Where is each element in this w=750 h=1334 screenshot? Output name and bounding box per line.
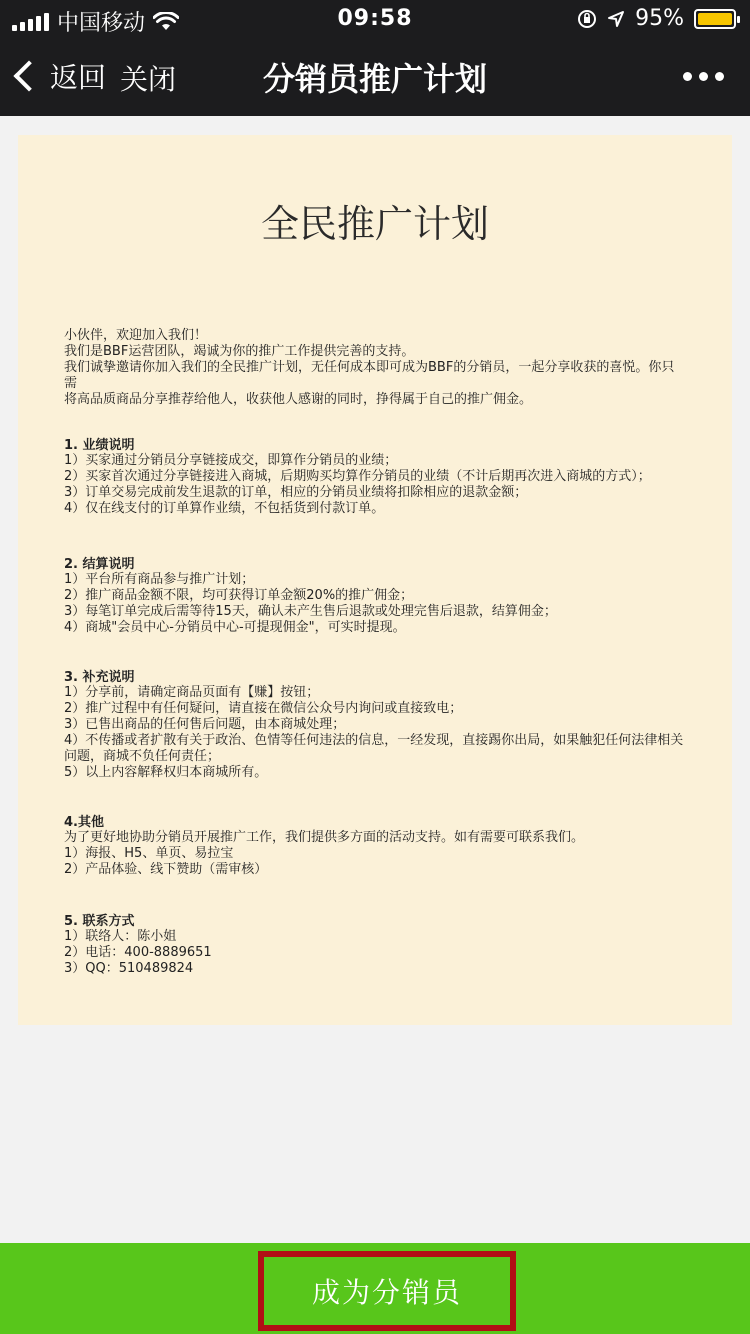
close-button[interactable]: 关闭 bbox=[120, 63, 177, 96]
section-title: 4.其他 bbox=[64, 815, 104, 830]
top-bar bbox=[0, 0, 750, 116]
section-settlement bbox=[64, 553, 686, 636]
status-right bbox=[577, 6, 736, 31]
section-title: 2. 结算说明 bbox=[64, 557, 135, 572]
section-line: 1）分享前，请确定商品页面有【赚】按钮； bbox=[64, 685, 320, 700]
section-line: 4）不传播或者扩散有关于政治、色情等任何违法的信息，一经发现，直接踢你出局，如果触犯任何法律相关 bbox=[64, 733, 684, 748]
section-line: 3）已售出商品的任何售后问题，由本商城处理； bbox=[64, 717, 346, 732]
section-line: 2）买家首次通过分享链接进入商城，后期购买均算作分销员的业绩（不计后期再次进入商城的方式）； bbox=[64, 469, 651, 484]
nav-bar bbox=[0, 38, 750, 116]
poster-intro-2a: 我们诚挚邀请你加入我们的全民推广计划，无任何成本即可成为BBF的分销员，一起分享收获的喜悦。你只需 bbox=[64, 360, 675, 391]
more-options-button[interactable] bbox=[683, 72, 724, 81]
become-distributor-button[interactable]: 成为分销员 bbox=[311, 1276, 462, 1309]
section-supplement bbox=[64, 666, 686, 781]
section-title: 3. 补充说明 bbox=[64, 670, 135, 685]
section-title: 1. 业绩说明 bbox=[64, 438, 135, 453]
battery-icon bbox=[694, 9, 736, 29]
section-line: 1）平台所有商品参与推广计划； bbox=[64, 572, 255, 587]
status-time: 09:58 bbox=[337, 6, 413, 31]
section-contact bbox=[64, 910, 686, 977]
more-dots-icon bbox=[683, 72, 692, 81]
status-bar bbox=[0, 0, 750, 38]
poster-intro-1: 我们是BBF运营团队，竭诚为你的推广工作提供完善的支持。 bbox=[64, 344, 415, 359]
section-line: 2）推广过程中有任何疑问，请直接在微信公众号内询问或直接致电； bbox=[64, 701, 463, 716]
section-title: 5. 联系方式 bbox=[64, 914, 135, 929]
section-line: 为了更好地协助分销员开展推广工作，我们提供多方面的活动支持。如有需要可联系我们。 bbox=[64, 830, 585, 845]
section-line: 1）买家通过分销员分享链接成交，即算作分销员的业绩； bbox=[64, 453, 398, 468]
section-line: 5）以上内容解释权归本商城所有。 bbox=[64, 765, 268, 780]
section-performance bbox=[64, 434, 686, 517]
section-line: 问题，商城不负任何责任； bbox=[64, 749, 221, 764]
carrier-label: 中国移动 bbox=[57, 11, 146, 36]
poster-greeting: 小伙伴，欢迎加入我们！ bbox=[64, 328, 208, 343]
poster-intro-2b: 将高品质商品分享推荐给他人，收获他人感谢的同时，挣得属于自己的推广佣金。 bbox=[64, 392, 533, 407]
section-line: 3）订单交易完成前发生退款的订单，相应的分销员业绩将扣除相应的退款金额； bbox=[64, 485, 528, 500]
back-label: 返回 bbox=[50, 61, 107, 94]
section-line: 2）产品体验、线下赞助（需审核） bbox=[64, 862, 268, 877]
footer-bar bbox=[0, 1243, 750, 1334]
poster-title: 全民推广计划 bbox=[260, 202, 489, 246]
section-other bbox=[64, 811, 686, 878]
orientation-lock-icon bbox=[577, 9, 597, 29]
promotion-poster bbox=[18, 135, 732, 1025]
page-title: 分销员推广计划 bbox=[262, 60, 487, 98]
section-line: 1）联络人：陈小姐 bbox=[64, 929, 177, 944]
section-line: 2）推广商品金额不限，均可获得订单金额20%的推广佣金； bbox=[64, 588, 414, 603]
section-line: 4）仅在线支付的订单算作业绩，不包括货到付款订单。 bbox=[64, 501, 385, 516]
section-line: 2）电话：400-8889651 bbox=[64, 945, 212, 960]
location-arrow-icon bbox=[607, 10, 625, 28]
section-line: 1）海报、H5、单页、易拉宝 bbox=[64, 846, 234, 861]
battery-percent: 95% bbox=[635, 6, 684, 31]
section-line: 4）商城"会员中心-分销员中心-可提现佣金"，可实时提现。 bbox=[64, 620, 406, 635]
section-line: 3）QQ：510489824 bbox=[64, 961, 194, 976]
section-line: 3）每笔订单完成后需等待15天，确认未产生售后退款或处理完售后退款，结算佣金； bbox=[64, 604, 557, 619]
